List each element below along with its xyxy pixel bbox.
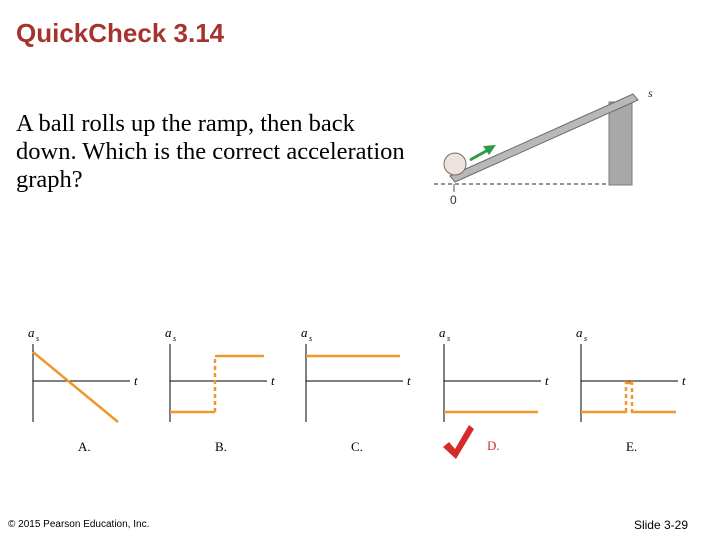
- graph-d-t-label: t: [545, 373, 549, 388]
- velocity-arrow-shaft: [470, 150, 488, 160]
- graph-c-y-subscript: s: [309, 334, 313, 343]
- graph-b-option-label: B.: [215, 439, 227, 454]
- ball: [444, 153, 466, 175]
- graph-e-t-label: t: [682, 373, 686, 388]
- origin-label: 0: [450, 193, 457, 207]
- graph-e-option-label: E.: [626, 439, 638, 454]
- ramp-support-post: [609, 102, 632, 185]
- graph-a-y-subscript: s: [36, 334, 40, 343]
- graph-b-t-label: t: [271, 373, 275, 388]
- graph-e[interactable]: [576, 325, 686, 454]
- acceleration-graphs: [0, 318, 720, 468]
- graph-c-y-label: a: [301, 325, 308, 340]
- graph-d-y-subscript: s: [447, 334, 451, 343]
- question-text: A ball rolls up the ramp, then back down. Which is the correct acceleration graph?: [16, 110, 405, 193]
- graph-d-option-label: D.: [487, 438, 500, 453]
- graph-c-option-label: C.: [351, 439, 363, 454]
- graph-b[interactable]: [165, 325, 275, 454]
- ramp-diagram: [420, 80, 680, 210]
- graph-d-y-label: a: [439, 325, 446, 340]
- slide-number: Slide 3-29: [633, 518, 688, 532]
- graph-b-y-subscript: s: [173, 334, 177, 343]
- graph-c[interactable]: [301, 325, 411, 454]
- graph-a[interactable]: [28, 325, 138, 454]
- ramp-axis-label: s: [648, 86, 653, 100]
- graph-c-t-label: t: [407, 373, 411, 388]
- graph-a-t-label: t: [134, 373, 138, 388]
- graph-d[interactable]: [439, 325, 549, 459]
- graph-a-y-label: a: [28, 325, 35, 340]
- graph-a-curve: [33, 352, 118, 422]
- graph-e-y-subscript: s: [584, 334, 588, 343]
- copyright-notice: © 2015 Pearson Education, Inc.: [8, 519, 150, 530]
- graph-a-option-label: A.: [78, 439, 91, 454]
- graph-e-y-label: a: [576, 325, 583, 340]
- slide-title: QuickCheck 3.14: [16, 18, 225, 48]
- checkmark-icon: [443, 425, 474, 459]
- graph-b-y-label: a: [165, 325, 172, 340]
